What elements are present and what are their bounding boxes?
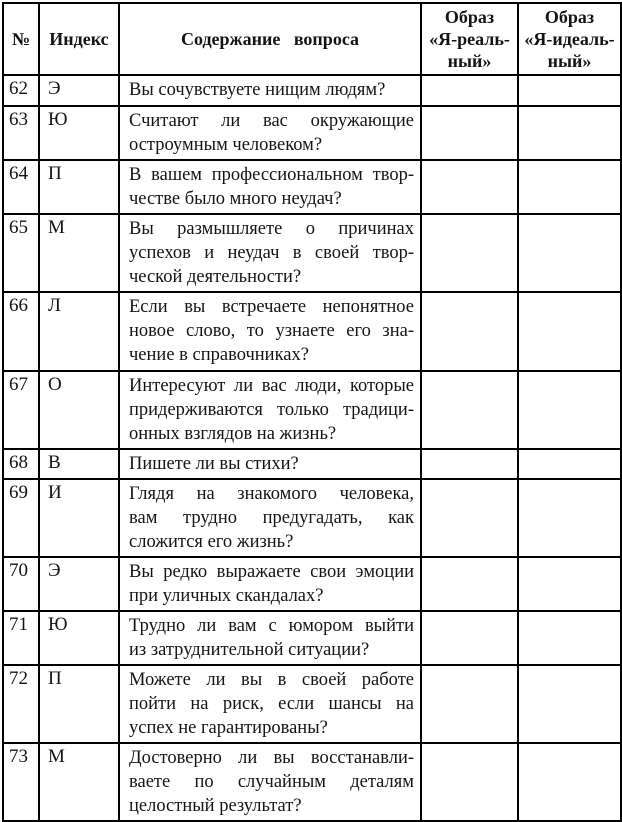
ideal-answer-cell — [518, 743, 621, 821]
header-question: Содержание вопроса — [119, 3, 421, 75]
real-answer-cell — [421, 75, 518, 106]
header-image-ideal-line: ный» — [547, 51, 592, 71]
header-image-real-line: Образ — [444, 7, 495, 27]
header-image-real-line: ный» — [447, 51, 492, 71]
row-number: 70 — [3, 557, 39, 611]
question-line: сложится его жизнь? — [129, 532, 294, 552]
header-num: № — [3, 3, 39, 75]
question-line: честве было много неудач? — [129, 189, 342, 209]
questionnaire-table — [2, 2, 622, 822]
ideal-answer-cell — [518, 75, 621, 106]
table-row — [3, 665, 621, 743]
row-index: М — [39, 743, 119, 821]
ideal-answer-cell — [518, 292, 621, 371]
question-line: Вы редко выражаете свои эмоции — [129, 562, 414, 582]
question-line: чение в справочниках? — [129, 345, 309, 365]
ideal-answer-cell — [518, 160, 621, 214]
row-index: В — [39, 449, 119, 479]
question-line: Трудно ли вам с юмором выйти — [129, 616, 414, 636]
row-number: 63 — [3, 106, 39, 160]
question-cell — [119, 479, 421, 557]
table-row — [3, 611, 621, 665]
question-line: Глядя на знакомого человека, — [129, 484, 414, 504]
table-row — [3, 214, 621, 292]
question-line: ческой деятельности? — [129, 267, 302, 287]
question-line: Можете ли вы в своей работе — [129, 670, 414, 690]
question-cell — [119, 557, 421, 611]
question-cell — [119, 743, 421, 821]
table-row — [3, 479, 621, 557]
header-index: Индекс — [39, 3, 119, 75]
question-line: Интересуют ли вас люди, которые — [129, 376, 414, 396]
question-cell — [119, 214, 421, 292]
question-cell — [119, 106, 421, 160]
header-image-real — [421, 3, 518, 75]
real-answer-cell — [421, 214, 518, 292]
table-row — [3, 449, 621, 479]
question-cell — [119, 371, 421, 449]
real-answer-cell — [421, 106, 518, 160]
row-number: 73 — [3, 743, 39, 821]
table-row — [3, 557, 621, 611]
row-index: Э — [39, 75, 119, 106]
table-row — [3, 75, 621, 106]
question-line: Вы сочувствуете нищим людям? — [129, 80, 386, 100]
real-answer-cell — [421, 611, 518, 665]
question-line: Достоверно ли вы восстанавли- — [129, 748, 414, 768]
row-index: М — [39, 214, 119, 292]
ideal-answer-cell — [518, 611, 621, 665]
header-row — [3, 3, 621, 75]
question-line: ваете по случайным деталям — [129, 772, 414, 792]
real-answer-cell — [421, 479, 518, 557]
header-image-real-line: «Я-реаль- — [429, 29, 510, 49]
header-image-ideal-line: «Я-идеаль- — [524, 29, 615, 49]
question-line: при уличных скандалах? — [129, 586, 324, 606]
question-cell — [119, 292, 421, 371]
ideal-answer-cell — [518, 479, 621, 557]
real-answer-cell — [421, 743, 518, 821]
row-index: П — [39, 160, 119, 214]
row-number: 67 — [3, 371, 39, 449]
row-number: 68 — [3, 449, 39, 479]
row-index: И — [39, 479, 119, 557]
question-line: В вашем профессиональном твор- — [129, 165, 414, 185]
ideal-answer-cell — [518, 371, 621, 449]
question-cell — [119, 665, 421, 743]
row-number: 64 — [3, 160, 39, 214]
row-index: П — [39, 665, 119, 743]
table-row — [3, 743, 621, 821]
row-number: 65 — [3, 214, 39, 292]
question-cell — [119, 449, 421, 479]
question-line: Пишете ли вы стихи? — [129, 454, 299, 474]
real-answer-cell — [421, 449, 518, 479]
ideal-answer-cell — [518, 557, 621, 611]
row-number: 66 — [3, 292, 39, 371]
table-row — [3, 106, 621, 160]
table-row — [3, 371, 621, 449]
ideal-answer-cell — [518, 449, 621, 479]
ideal-answer-cell — [518, 106, 621, 160]
row-number: 72 — [3, 665, 39, 743]
question-line: Считают ли вас окружающие — [129, 111, 414, 131]
question-line: целостный результат? — [129, 796, 302, 816]
question-cell — [119, 75, 421, 106]
row-number: 69 — [3, 479, 39, 557]
question-line: новое слово, то узнаете его зна- — [129, 321, 414, 341]
question-line: пойти на риск, если шансы на — [129, 694, 414, 714]
real-answer-cell — [421, 160, 518, 214]
row-index: О — [39, 371, 119, 449]
table-row — [3, 160, 621, 214]
question-line: из затруднительной ситуации? — [129, 640, 370, 660]
header-image-ideal — [518, 3, 621, 75]
row-number: 62 — [3, 75, 39, 106]
row-index: Э — [39, 557, 119, 611]
question-line: остроумным человеком? — [129, 135, 323, 155]
real-answer-cell — [421, 371, 518, 449]
ideal-answer-cell — [518, 214, 621, 292]
real-answer-cell — [421, 557, 518, 611]
header-image-ideal-line: Образ — [544, 7, 595, 27]
question-line: вам трудно предугадать, как — [129, 508, 414, 528]
row-index: Л — [39, 292, 119, 371]
question-line: онных взглядов на жизнь? — [129, 424, 337, 444]
real-answer-cell — [421, 292, 518, 371]
question-line: успехов и неудач в своей твор- — [129, 243, 414, 263]
question-cell — [119, 611, 421, 665]
real-answer-cell — [421, 665, 518, 743]
ideal-answer-cell — [518, 665, 621, 743]
question-line: успех не гарантированы? — [129, 718, 328, 738]
row-index: Ю — [39, 106, 119, 160]
row-index: Ю — [39, 611, 119, 665]
table-row — [3, 292, 621, 371]
question-line: Если вы встречаете непонятное — [129, 297, 414, 317]
question-line: придерживаются только традици- — [129, 400, 414, 420]
question-line: Вы размышляете о причинах — [129, 219, 414, 239]
question-cell — [119, 160, 421, 214]
row-number: 71 — [3, 611, 39, 665]
